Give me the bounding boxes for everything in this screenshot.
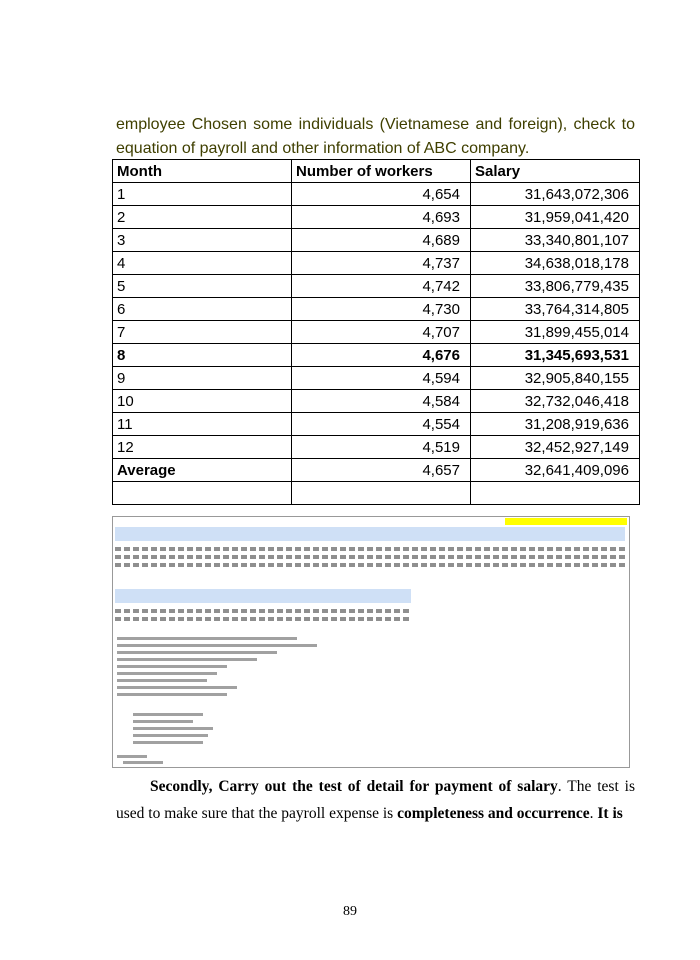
spreadsheet-note-line (117, 679, 207, 682)
empty-cell (471, 482, 640, 505)
spreadsheet-header-row (115, 527, 625, 541)
intro-paragraph: employee Chosen some individuals (Vietnamese and foreign), check to equation of payroll and other information of ABC company. (116, 116, 635, 157)
intro-text (116, 113, 635, 161)
paragraph-bold3: It is (597, 805, 623, 822)
spreadsheet-row (115, 617, 411, 621)
spreadsheet-legend-line (133, 734, 208, 737)
paragraph-part1: Carry out the test of detail for payment of salary (212, 778, 558, 795)
spreadsheet-note-line (117, 693, 227, 696)
cell-workers: 4,693 (292, 206, 471, 229)
cell-month: 5 (113, 275, 292, 298)
table-row (113, 275, 640, 298)
empty-cell (113, 482, 292, 505)
cell-salary: 31,959,041,420 (471, 206, 640, 229)
table-row (113, 183, 640, 206)
body-paragraph (116, 773, 635, 827)
empty-row (113, 482, 640, 505)
embedded-spreadsheet-image (112, 516, 630, 768)
table-row (113, 436, 640, 459)
spreadsheet-note-line (117, 637, 297, 640)
cell-salary: 33,340,801,107 (471, 229, 640, 252)
cell-workers: 4,676 (292, 344, 471, 367)
spreadsheet-conclusion-line (117, 755, 147, 758)
cell-month: 2 (113, 206, 292, 229)
spreadsheet-note-line (117, 644, 317, 647)
spreadsheet-highlight-bar (505, 518, 627, 525)
table-row (113, 321, 640, 344)
spreadsheet-legend-line (133, 713, 203, 716)
spreadsheet-legend-line (133, 741, 203, 744)
table-row (113, 229, 640, 252)
cell-salary: 32,732,046,418 (471, 390, 640, 413)
table-row (113, 390, 640, 413)
paragraph-bold2: completeness and occurrence (397, 805, 590, 822)
cell-month: 11 (113, 413, 292, 436)
spreadsheet-row (115, 609, 411, 613)
cell-month: 3 (113, 229, 292, 252)
payroll-table (112, 159, 640, 505)
table-header-row (113, 160, 640, 183)
spreadsheet-note-line (117, 651, 277, 654)
spreadsheet-note-line (117, 665, 227, 668)
cell-salary: 31,643,072,306 (471, 183, 640, 206)
paragraph-text (116, 773, 635, 827)
cell-month: 9 (113, 367, 292, 390)
paragraph-part2: . The test is used to make sure that the payroll expense is (116, 778, 635, 822)
cell-salary: 34,638,018,178 (471, 252, 640, 275)
table-row (113, 367, 640, 390)
header-workers: Number of workers (292, 160, 471, 183)
cell-workers: 4,594 (292, 367, 471, 390)
cell-workers: 4,654 (292, 183, 471, 206)
cell-workers: 4,742 (292, 275, 471, 298)
cell-month: 6 (113, 298, 292, 321)
spreadsheet-note-line (117, 658, 257, 661)
average-label: Average (113, 459, 292, 482)
spreadsheet-row (115, 547, 625, 551)
spreadsheet-legend-line (133, 720, 193, 723)
header-month: Month (113, 160, 292, 183)
empty-cell (292, 482, 471, 505)
cell-month: 12 (113, 436, 292, 459)
cell-salary: 31,345,693,531 (471, 344, 640, 367)
cell-workers: 4,689 (292, 229, 471, 252)
table-row (113, 344, 640, 367)
cell-month: 4 (113, 252, 292, 275)
spreadsheet-row (115, 555, 625, 559)
page-number: 89 (343, 904, 357, 919)
average-workers: 4,657 (292, 459, 471, 482)
spreadsheet-conclusion-line (123, 761, 163, 764)
cell-salary: 33,764,314,805 (471, 298, 640, 321)
cell-workers: 4,554 (292, 413, 471, 436)
header-salary: Salary (471, 160, 640, 183)
table-row (113, 252, 640, 275)
paragraph-part3: . (589, 805, 598, 822)
cell-month: 1 (113, 183, 292, 206)
cell-salary: 31,899,455,014 (471, 321, 640, 344)
cell-workers: 4,737 (292, 252, 471, 275)
table-body (113, 183, 640, 505)
spreadsheet-header-row (115, 589, 411, 603)
table-row (113, 298, 640, 321)
table-row (113, 413, 640, 436)
cell-workers: 4,730 (292, 298, 471, 321)
table-row (113, 206, 640, 229)
spreadsheet-note-line (117, 672, 217, 675)
spreadsheet-row (115, 563, 625, 567)
cell-salary: 32,905,840,155 (471, 367, 640, 390)
cell-workers: 4,519 (292, 436, 471, 459)
cell-salary: 32,452,927,149 (471, 436, 640, 459)
cell-workers: 4,707 (292, 321, 471, 344)
cell-month: 8 (113, 344, 292, 367)
average-row (113, 459, 640, 482)
average-salary: 32,641,409,096 (471, 459, 640, 482)
paragraph-lead: Secondly, (150, 778, 213, 795)
spreadsheet-note-line (117, 686, 237, 689)
spreadsheet-legend-line (133, 727, 213, 730)
cell-salary: 31,208,919,636 (471, 413, 640, 436)
cell-salary: 33,806,779,435 (471, 275, 640, 298)
cell-month: 10 (113, 390, 292, 413)
cell-workers: 4,584 (292, 390, 471, 413)
cell-month: 7 (113, 321, 292, 344)
